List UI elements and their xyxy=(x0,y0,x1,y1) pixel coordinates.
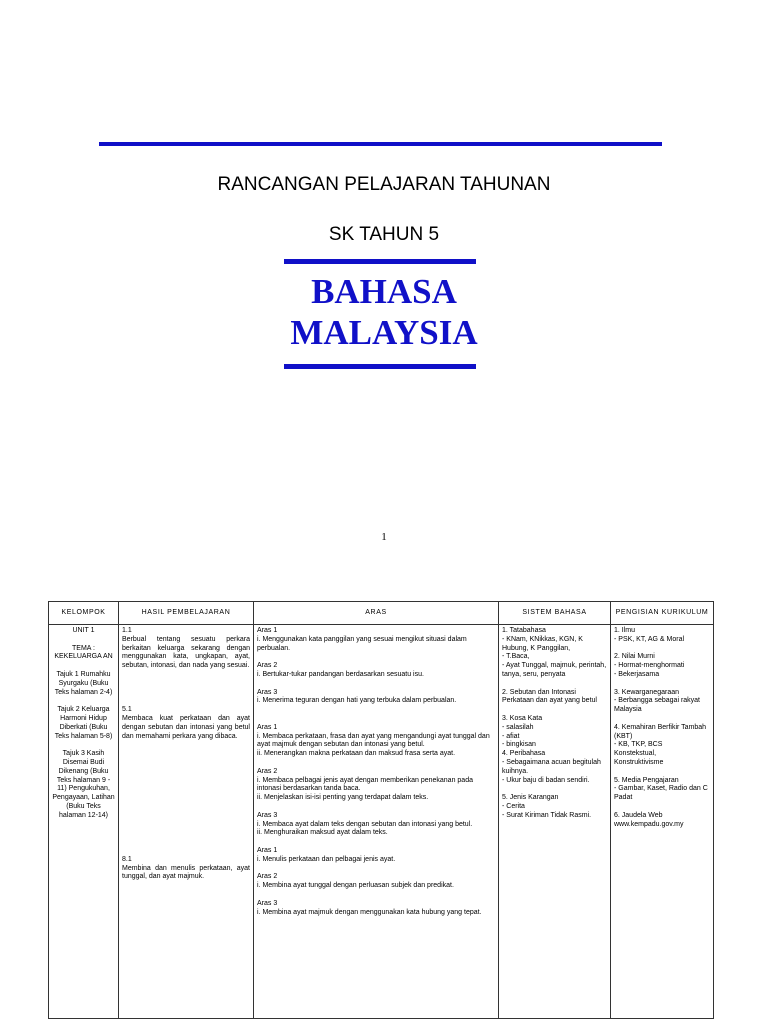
aras-b3: Aras 3 i. Membaca ayat dalam teks dengan sebutan dan intonasi yang betul. ii. Menghuraikan maksud ayat dalam teks. xyxy=(257,811,473,837)
tajuk-1: Tajuk 1 Rumahku Syurgaku (Buku Teks halaman 2-4) xyxy=(54,670,113,696)
tema-label: TEMA : KEKELUARGA AN xyxy=(54,644,113,661)
sistem-sebutan: 2. Sebutan dan Intonasi Perkataan dan ayat yang betul xyxy=(502,688,597,705)
hasil-1-1: 1.1 Berbual tentang sesuatu perkara berkaitan keluarga sekarang dengan menggunakan kata, ungkapan, ayat, sebutan, intonasi, dan nada yang sesuai. xyxy=(122,627,250,670)
table-row xyxy=(49,625,714,1019)
hasil-pembelajaran-cell xyxy=(119,625,254,1019)
page-number: 1 xyxy=(381,531,387,543)
aras-b1: Aras 1 i. Membaca perkataan, frasa dan ayat yang mengandungi ayat tunggal dan ayat majmuk dengan sebutan dan intonasi yang betul. ii. Menerangkan makna perkataan dan maksud frasa serta ayat. xyxy=(257,723,490,758)
top-rule xyxy=(99,142,662,146)
document-title: RANCANGAN PELAJARAN TAHUNAN xyxy=(217,174,551,195)
sistem-bahasa-cell xyxy=(499,625,611,1019)
kelompok-cell xyxy=(49,625,119,1019)
header-hasil-pembelajaran: HASIL PEMBELAJARAN xyxy=(119,602,254,625)
pengisian-media: 5. Media Pengajaran - Gambar, Kaset, Radio dan C Padat xyxy=(614,776,708,802)
subject-top-rule xyxy=(284,259,476,264)
subject-bottom-rule xyxy=(284,364,476,369)
tajuk-3: Tajuk 3 Kasih Disemai Budi Dikenang (Buku Teks halaman 9 - 11) Pengukuhan, Pengayaan, Latihan (Buku Teks halaman 12-14) xyxy=(52,750,117,819)
hasil-8-1: 8.1 Membina dan menulis perkataan, ayat tunggal, dan ayat majmuk. xyxy=(122,855,250,881)
pengisian-ilmu: 1. Ilmu - PSK, KT, AG & Moral xyxy=(614,627,685,643)
header-pengisian-kurikulum: PENGISIAN KURIKULUM xyxy=(611,602,714,625)
subject-title-line2: MALAYSIA xyxy=(290,313,478,352)
unit-label: UNIT 1 xyxy=(72,627,95,634)
lesson-plan-table xyxy=(48,601,714,1019)
aras-c2: Aras 2 i. Membina ayat tunggal dengan perluasan subjek dan predikat. xyxy=(257,873,454,890)
pengisian-kbt: 4. Kemahiran Berfikir Tambah (KBT) - KB, TKP, BCS Konstekstual, Konstruktivisme xyxy=(614,723,707,766)
header-sistem-bahasa: SISTEM BAHASA xyxy=(499,602,611,625)
pengisian-web: 6. Jaudela Web www.kempadu.gov.my xyxy=(614,811,684,828)
sistem-tatabahasa: 1. Tatabahasa - KNam, KNikkas, KGN, K Hubung, K Panggilan, - T.Baca, - Ayat Tunggal, majmuk, perintah, tanya, seru, penyata xyxy=(502,627,607,678)
header-aras: ARAS xyxy=(254,602,499,625)
sistem-peribahasa: 4. Peribahasa - Sebagaimana acuan begitulah kuihnya. - Ukur baju di badan sendiri. xyxy=(502,750,601,784)
table-header-row xyxy=(49,602,714,625)
aras-c3: Aras 3 i. Membina ayat majmuk dengan menggunakan kata hubung yang tepat. xyxy=(257,899,482,916)
sistem-jenis-karangan: 5. Jenis Karangan - Cerita - Surat Kiriman Tidak Rasmi. xyxy=(502,794,592,819)
pengisian-nilai: 2. Nilai Murni - Hormat-menghormati - Bekerjasama xyxy=(614,653,685,678)
pengisian-kurikulum-cell xyxy=(611,625,714,1019)
aras-cell xyxy=(254,625,499,1019)
class-level: SK TAHUN 5 xyxy=(328,224,440,245)
pengisian-kewarganegaraan: 3. Kewarganegaraan - Berbangga sebagai rakyat Malaysia xyxy=(614,688,700,714)
header-kelompok: KELOMPOK xyxy=(49,602,119,625)
sistem-kosa-kata: 3. Kosa Kata - salasilah - afiat - bingkisan xyxy=(502,714,543,749)
aras-c1: Aras 1 i. Menulis perkataan dan pelbagai jenis ayat. xyxy=(257,846,396,863)
aras-a2: Aras 2 i. Bertukar-tukar pandangan berdasarkan sesuatu isu. xyxy=(257,662,424,678)
aras-a1: Aras 1 i. Menggunakan kata panggilan yang sesuai mengikut situasi dalam perbualan. xyxy=(257,627,467,652)
aras-a3: Aras 3 i. Menerima teguran dengan hati yang terbuka dalam perbualan. xyxy=(257,688,457,705)
aras-b2: Aras 2 i. Membaca pelbagai jenis ayat dengan memberikan penekanan pada intonasi berdasarkan tanda baca. ii. Menjelaskan isi-isi penting yang terdapat dalam teks. xyxy=(257,767,473,802)
tajuk-2: Tajuk 2 Keluarga Harmoni Hidup Diberkati (Buku Teks halaman 5-8) xyxy=(54,706,113,740)
subject-title-line1: BAHASA xyxy=(311,272,457,311)
hasil-5-1: 5.1 Membaca kuat perkataan dan ayat dengan sebutan dan intonasi yang betul dan memahami perkara yang dibaca. xyxy=(122,706,250,740)
